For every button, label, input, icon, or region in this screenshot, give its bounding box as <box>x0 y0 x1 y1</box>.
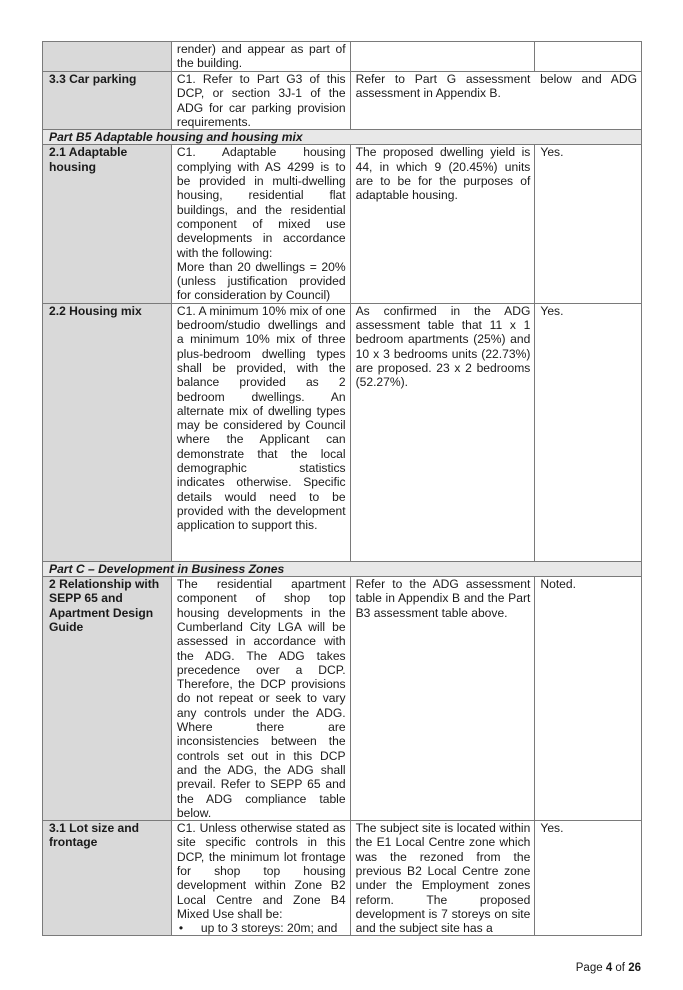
assessment-table <box>42 41 642 936</box>
control-text: C1. Unless otherwise stated as site specific controls in this DCP, the minimum lot frontage for shop top housing development within Zone B2 Local Centre and Zone B4 Mixed Use shall be: <box>176 821 346 921</box>
assessment-text <box>350 42 535 72</box>
control-extra-text: More than 20 dwellings = 20% (unless justification provided for consideration by Council) <box>176 259 346 303</box>
table-row <box>43 145 642 303</box>
table-row <box>43 821 642 936</box>
page-number-footer <box>576 962 641 974</box>
section-title: Part C – Development in Business Zones <box>43 561 642 576</box>
bullet-icon: • <box>178 921 184 936</box>
control-text: The residential apartment component of shop top housing developments in the Cumberland City LGA will be assessed in accordance with the ADG. The ADG takes precedence over a DCP. Therefore, the DCP provisions do not repeat or seek to vary any controls under the ADG. Where there are inconsistencies between the controls set out in this DCP and the ADG, the ADG shall prevail. Refer to SEPP 65 and the ADG compliance table below. <box>171 577 350 821</box>
section-heading-row <box>43 561 642 576</box>
section-title: Part B5 Adaptable housing and housing mix <box>43 130 642 145</box>
compliance-text: Yes. <box>535 821 642 936</box>
total-pages: 26 <box>628 962 641 974</box>
clause-label <box>43 42 172 72</box>
assessment-text: The subject site is located within the E1 Local Centre zone which was the rezoned from the previous B2 Local Centre zone under the Employment zones reform. The proposed development is 7 storeys on site and the subject site has a <box>350 821 535 936</box>
control-cell <box>171 145 350 303</box>
clause-label: 2.1 Adaptable housing <box>43 145 172 303</box>
table-row <box>43 577 642 821</box>
control-cell <box>171 821 350 936</box>
current-page: 4 <box>605 962 613 974</box>
control-text: C1. A minimum 10% mix of one bedroom/studio dwellings and a minimum 10% mix of three plus-bedroom dwelling types shall be provided, with the balance provided as 2 bedroom dwellings. An alternate mix of dwelling types may be considered by Council where the Applicant can demonstrate that the local demographic statistics indicates otherwise. Specific details would need to be provided with the development application to support this. <box>171 303 350 561</box>
table-row <box>43 42 642 72</box>
compliance-text: Yes. <box>535 145 642 303</box>
table-row <box>43 303 642 561</box>
bullet-text: up to 3 storeys: 20m; and <box>200 921 338 936</box>
compliance-text <box>535 42 642 72</box>
clause-label: 2 Relationship with SEPP 65 and Apartment Design Guide <box>43 577 172 821</box>
control-text: C1. Refer to Part G3 of this DCP, or section 3J-1 of the ADG for car parking provision requirements. <box>171 72 350 130</box>
page-of: of <box>612 962 629 974</box>
assessment-text: The proposed dwelling yield is 44, in which 9 (20.45%) units are to be for the purposes of adaptable housing. <box>350 145 535 303</box>
clause-label: 3.1 Lot size and frontage <box>43 821 172 936</box>
compliance-text: Yes. <box>535 303 642 561</box>
table-row <box>43 72 642 130</box>
bullet-item <box>177 921 346 935</box>
assessment-text: As confirmed in the ADG assessment table that 11 x 1 bedroom apartments (25%) and 10 x 3 bedrooms units (22.73%) are proposed. 23 x 2 bedrooms (52.27%). <box>350 303 535 561</box>
clause-label: 3.3 Car parking <box>43 72 172 130</box>
compliance-text: Noted. <box>535 577 642 821</box>
control-text: C1. Adaptable housing complying with AS 4299 is to be provided in multi-dwelling housing, residential flat buildings, and the residential component of mixed use developments in accordance with the following: <box>176 145 346 260</box>
assessment-text: Refer to the ADG assessment table in Appendix B and the Part B3 assessment table above. <box>350 577 535 821</box>
control-text: render) and appear as part of the building. <box>171 42 350 72</box>
clause-label: 2.2 Housing mix <box>43 303 172 561</box>
assessment-text: Refer to Part G assessment below and ADG assessment in Appendix B. <box>350 72 641 130</box>
section-heading-row <box>43 130 642 145</box>
page-prefix: Page <box>575 962 606 974</box>
